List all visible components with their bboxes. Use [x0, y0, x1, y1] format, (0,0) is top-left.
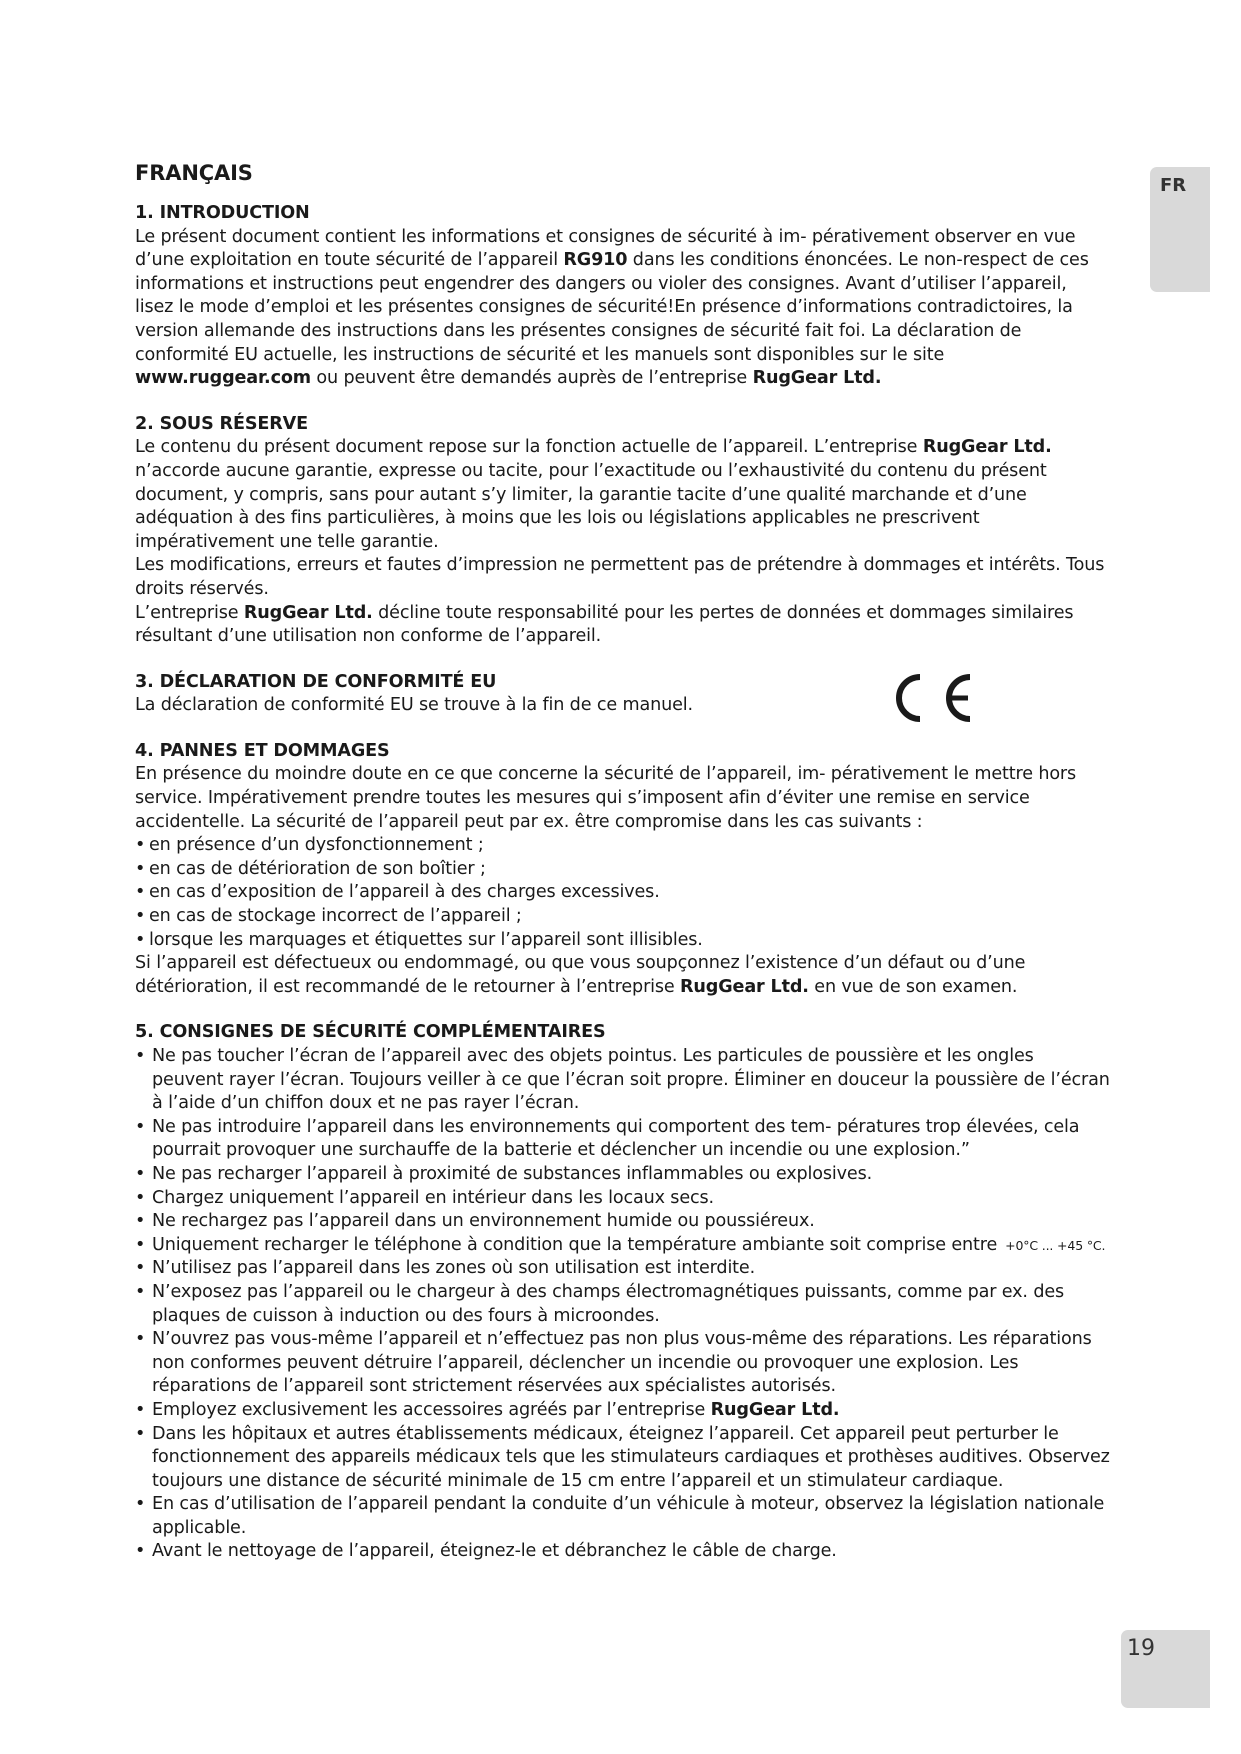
language-tab	[1150, 167, 1210, 292]
language-tab-label: FR	[1160, 175, 1187, 196]
section-text: Si l’appareil est défectueux ou endommagé, ou que vous soupçonnez l’existence d’un défaut ou d’une détérioration, il est recommandé de le retourner à l’entreprise RugGear Ltd. en vue de son examen.	[135, 953, 1026, 997]
section-text: Les modifications, erreurs et fautes d’impression ne permettent pas de prétendre à dommages et intérêts. Tous droits réservés.	[135, 555, 1105, 599]
section-disclaimer	[135, 413, 1110, 649]
section-introduction	[135, 202, 1110, 391]
section-conformity	[135, 671, 1110, 718]
list-item: • N’exposez pas l’appareil ou le chargeur à des champs électromagnétiques puissants, comme par ex. des plaques de cuisson à induction ou des fours à microondes.	[135, 1281, 1110, 1328]
page-number: 19	[1127, 1636, 1155, 1661]
list-item: • Dans les hôpitaux et autres établissements médicaux, éteignez l’appareil. Cet appareil peut perturber le fonctionnement des appareils médicaux tels que les stimulateurs cardiaques et prothèses auditives. Observez toujours une distance de sécurité minimale de 15 cm entre l’appareil et un stimulateur cardiaque.	[135, 1423, 1110, 1494]
list-item: • Avant le nettoyage de l’appareil, éteignez-le et débranchez le câble de charge.	[135, 1540, 1110, 1564]
section-heading: 2. SOUS RÉSERVE	[135, 413, 308, 434]
list-item: • N’ouvrez pas vous-même l’appareil et n’effectuez pas non plus vous-même des réparations. Les réparations non conformes peuvent détruire l’appareil, déclencher un incendie ou provoquer une explosion. Les réparations de l’appareil sont strictement réservées aux spécialistes autorisés.	[135, 1328, 1110, 1399]
language-title: FRANÇAIS	[135, 161, 253, 185]
section-heading: 1. INTRODUCTION	[135, 203, 310, 223]
section-text: En présence du moindre doute en ce que concerne la sécurité de l’appareil, im- pérativement le mettre hors service. Impérativement prendre toutes les mesures qui s’imposent afin d’éviter une remise en service accidentelle. La sécurité de l’appareil peut par ex. être compromise dans les cas suivants :	[135, 764, 1077, 832]
list-item: • N’utilisez pas l’appareil dans les zones où son utilisation est interdite.	[135, 1257, 1110, 1281]
safety-list	[135, 1045, 1110, 1564]
list-item: • Ne pas introduire l’appareil dans les environnements qui comportent des tem- pératures trop élevées, cela pourrait provoquer une surchauffe de la batterie et déclencher un incendie ou une explosion.”	[135, 1116, 1110, 1163]
list-item: • Uniquement recharger le téléphone à condition que la température ambiante soit comprise entre +0°C ... +45 °C.	[135, 1234, 1110, 1258]
section-failures	[135, 740, 1110, 1000]
list-item: • Ne rechargez pas l’appareil dans un environnement humide ou poussiéreux.	[135, 1210, 1110, 1234]
list-item: • Employez exclusivement les accessoires agréés par l’entreprise RugGear Ltd.	[135, 1399, 1110, 1423]
section-heading: 4. PANNES ET DOMMAGES	[135, 740, 390, 761]
document-content	[135, 160, 1110, 1586]
list-item: • En cas d’utilisation de l’appareil pendant la conduite d’un véhicule à moteur, observez la législation nationale applicable.	[135, 1493, 1110, 1540]
section-heading: 3. DÉCLARATION DE CONFORMITÉ EU	[135, 671, 497, 692]
list-item: • en cas de détérioration de son boîtier ;	[135, 858, 1110, 882]
section-text: La déclaration de conformité EU se trouve à la fin de ce manuel.	[135, 695, 693, 716]
list-item: • en cas de stockage incorrect de l’appareil ;	[135, 905, 1110, 929]
list-item: • Chargez uniquement l’appareil en intérieur dans les locaux secs.	[135, 1187, 1110, 1211]
section-heading: 5. CONSIGNES DE SÉCURITÉ COMPLÉMENTAIRES	[135, 1022, 606, 1043]
page-number-tab	[1121, 1630, 1210, 1708]
section-text: L’entreprise RugGear Ltd. décline toute responsabilité pour les pertes de données et dommages similaires résultant d’une utilisation non conforme de l’appareil.	[135, 602, 1074, 647]
section-text: Le présent document contient les informations et consignes de sécurité à im- pérativement observer en vue d’une exploitation en toute sécurité de l’appareil RG910 dans les conditions énoncées. Le non-respect de ces informations et instructions peut engendrer des dangers ou violer des consignes. Avant d’utiliser l’appareil, lisez le mode d’emploi et les présentes consignes de sécurité!En présence d’informations contradictoires, la version allemande des instructions dans les présentes consignes de sécurité fait foi. La déclaration de conformité EU actuelle, les instructions de sécurité et les manuels sont disponibles sur le site www.ruggear.com ou peuvent être demandés auprès de l’entreprise RugGear Ltd.	[135, 226, 1089, 389]
list-item: • lorsque les marquages et étiquettes sur l’appareil sont illisibles.	[135, 929, 1110, 953]
section-text: Le contenu du présent document repose sur la fonction actuelle de l’appareil. L’entreprise RugGear Ltd. n’accorde aucune garantie, expresse ou tacite, pour l’exactitude ou l’exhaustivité du contenu du présent document, y compris, sans pour autant s’y limiter, la garantie tacite d’une qualité marchande et d’une adéquation à des fins particulières, à moins que les lois ou législations applicables ne prescrivent impérativement une telle garantie.	[135, 437, 1052, 552]
list-item: • en cas d’exposition de l’appareil à des charges excessives.	[135, 881, 1110, 905]
failure-list	[135, 834, 1110, 952]
section-safety	[135, 1021, 1110, 1564]
list-item: • Ne pas recharger l’appareil à proximité de substances inflammables ou explosives.	[135, 1163, 1110, 1187]
list-item: • Ne pas toucher l’écran de l’appareil avec des objets pointus. Les particules de poussière et les ongles peuvent rayer l’écran. Toujours veiller à ce que l’écran soit propre. Éliminer en douceur la poussière de l’écran à l’aide d’un chiffon doux et ne pas rayer l’écran.	[135, 1045, 1110, 1116]
temperature-range: +0°C ... +45 °C.	[1005, 1237, 1106, 1253]
list-item: • en présence d’un dysfonctionnement ;	[135, 834, 1110, 858]
